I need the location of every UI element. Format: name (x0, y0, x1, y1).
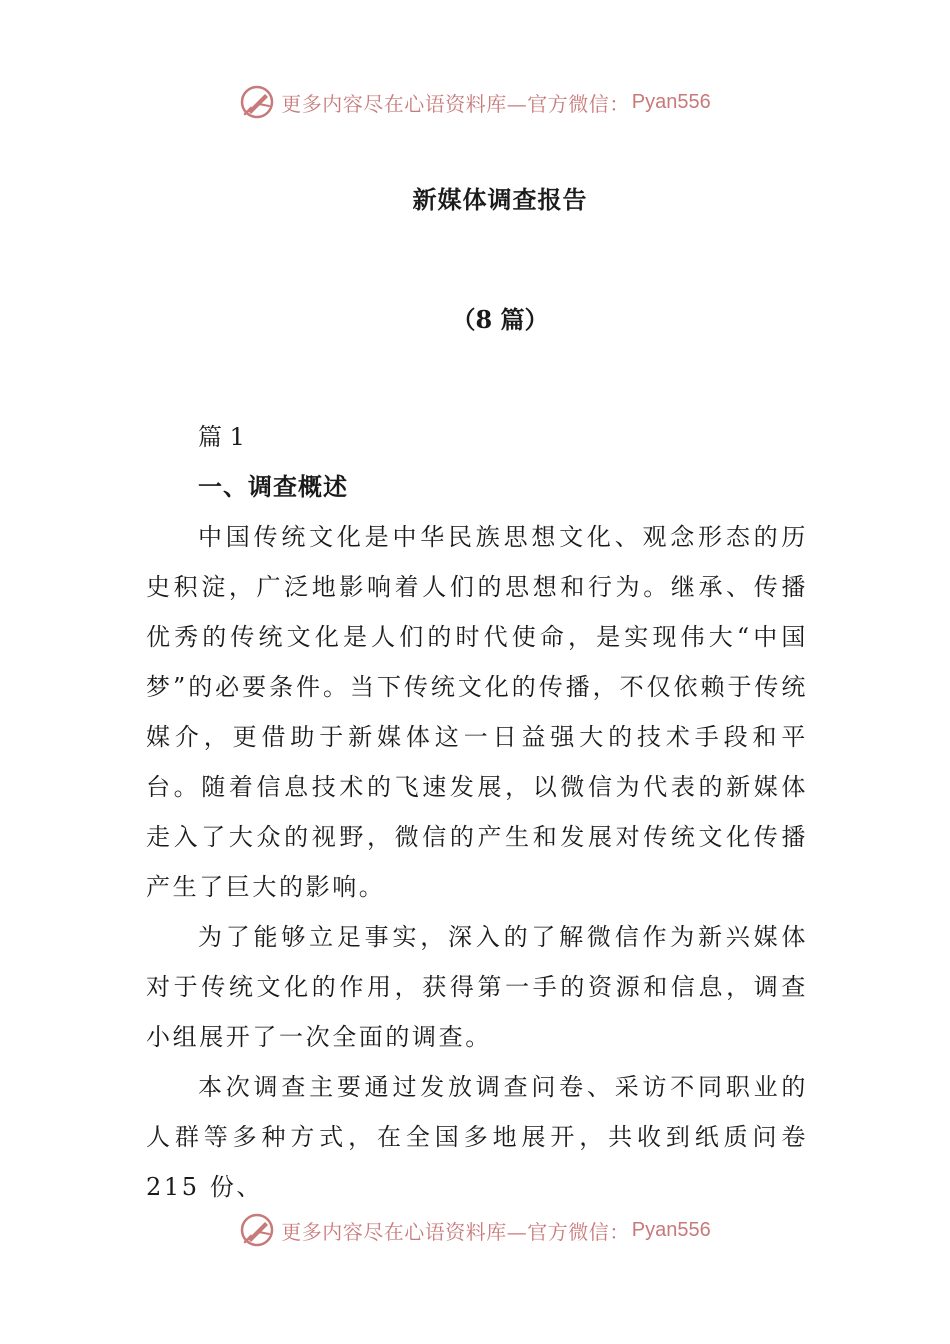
header-watermark (0, 84, 950, 120)
paragraph-3: 本次调查主要通过发放调查问卷、采访不同职业的人群等多种方式，在全国多地展开，共收到纸质问卷 215 份、 (146, 1073, 808, 1201)
section-label: 篇 1 (198, 423, 245, 451)
section-heading: 一、调查概述 (198, 472, 348, 501)
footer-watermark (0, 1212, 950, 1248)
paragraph-2: 为了能够立足事实，深入的了解微信作为新兴媒体对于传统文化的作用，获得第一手的资源和信息，调查小组展开了一次全面的调查。 (146, 923, 808, 1051)
quill-pen-logo-icon (239, 84, 275, 120)
document-body (146, 412, 808, 1212)
quill-pen-logo-icon (239, 1212, 275, 1248)
watermark-text: 更多内容尽在心语资料库—官方微信： (281, 91, 630, 116)
document-count: （8 篇） (451, 305, 549, 334)
paragraph-1: 中国传统文化是中华民族思想文化、观念形态的历史积淀，广泛地影响着人们的思想和行为。继承、传播优秀的传统文化是人们的时代使命，是实现伟大“中国梦”的必要条件。当下传统文化的传播，不仅依赖于传统媒介，更借助于新媒体这一日益强大的技术手段和平台。随着信息技术的飞速发展，以微信为代表的新媒体走入了大众的视野，微信的产生和发展对传统文化传播产生了巨大的影响。 (146, 523, 808, 901)
watermark-wechat-id: Pyan556 (631, 90, 711, 113)
watermark-text: 更多内容尽在心语资料库—官方微信： (281, 1219, 630, 1244)
document-title: 新媒体调查报告 (412, 185, 588, 214)
watermark-wechat-id: Pyan556 (631, 1218, 711, 1241)
